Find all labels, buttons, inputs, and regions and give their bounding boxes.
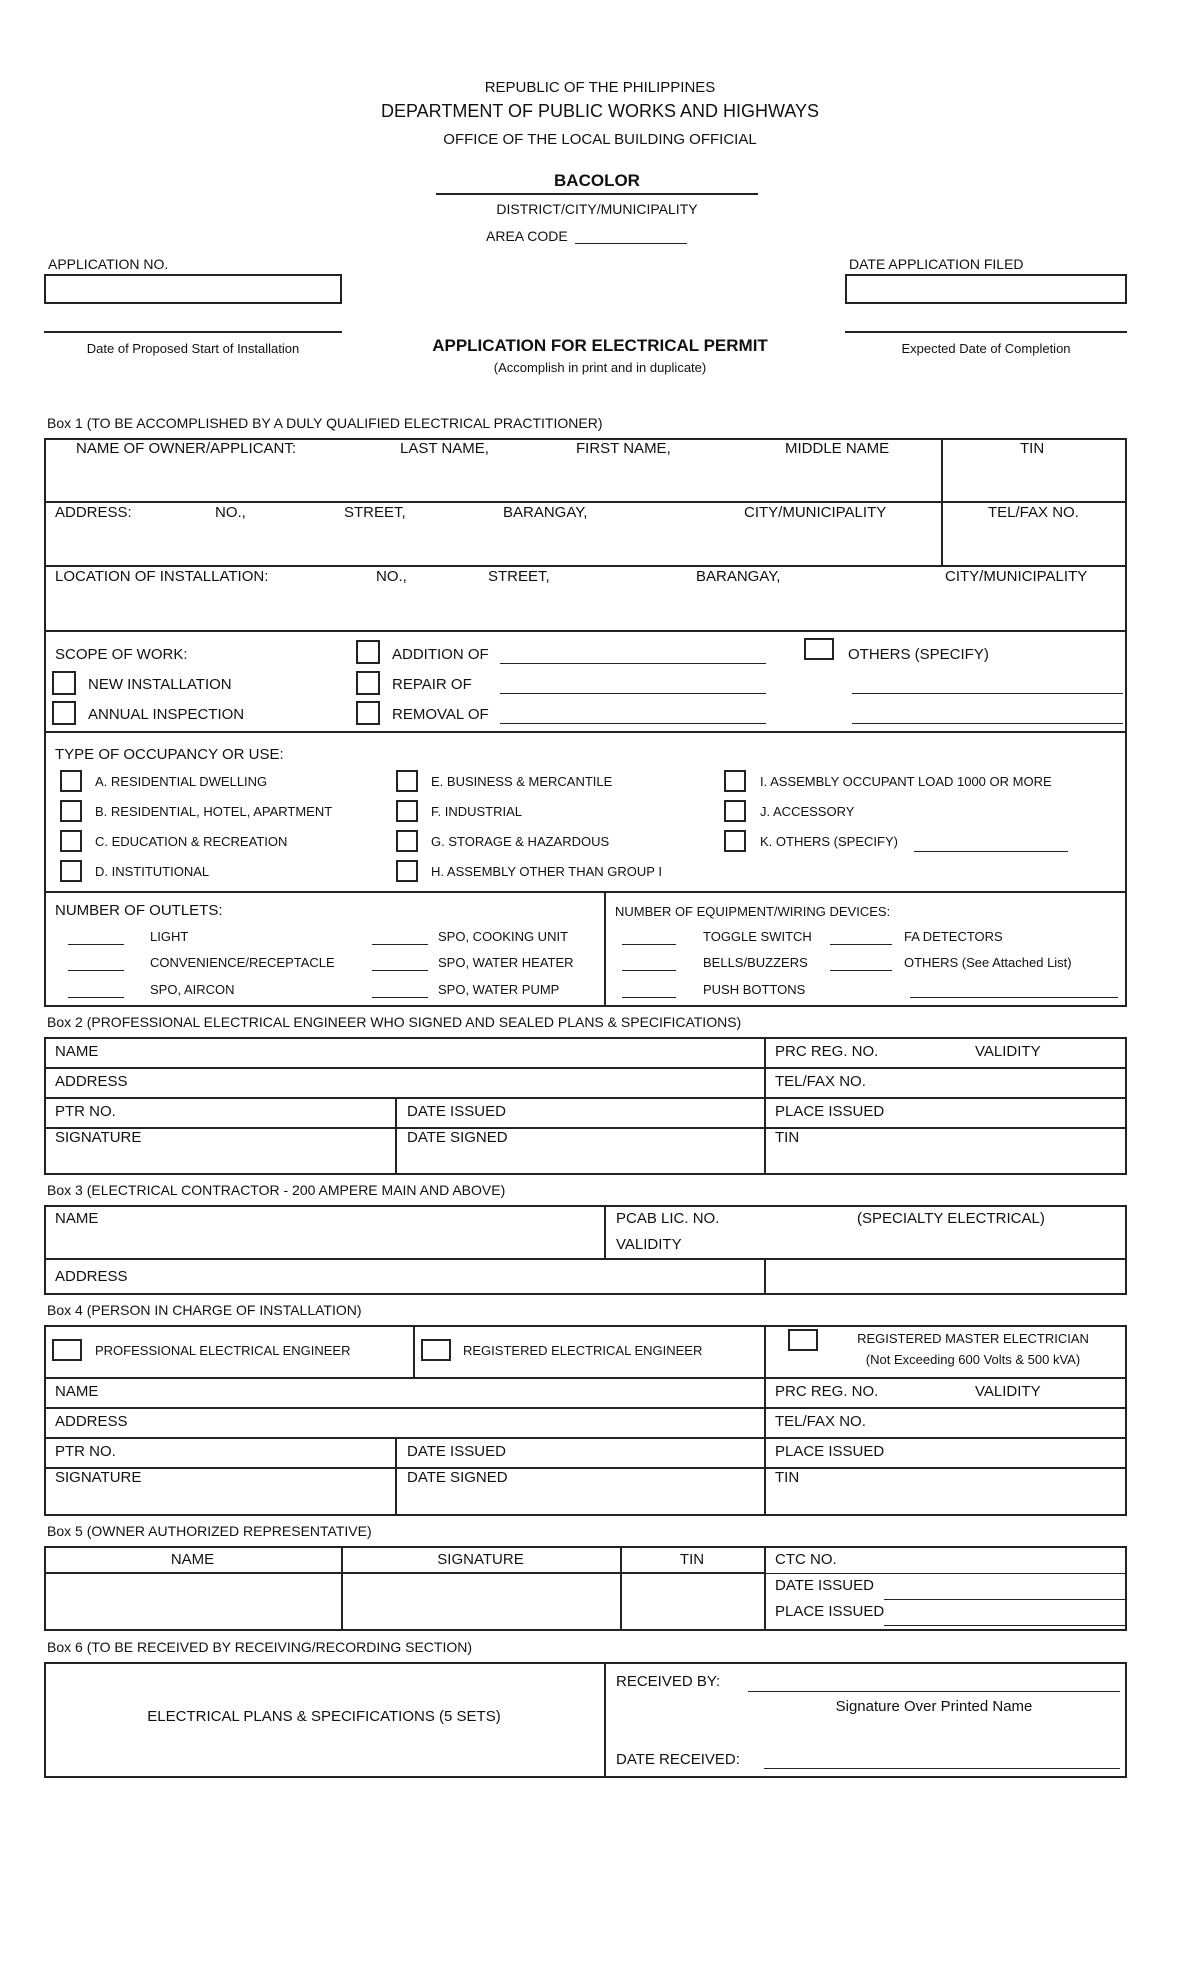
occupancy-g-label: G. STORAGE & HAZARDOUS [431,834,610,849]
box5-signature-label: SIGNATURE [437,1551,524,1568]
occupancy-f-checkbox[interactable] [396,800,418,822]
pee-checkbox[interactable] [52,1339,82,1361]
start-date-field[interactable] [44,331,342,333]
box4-ptr-label: PTR NO. [55,1443,116,1460]
bells-count-field[interactable] [622,970,676,971]
tel-fax-field[interactable] [947,526,1123,562]
location-city-label: CITY/MUNICIPALITY [945,568,1088,585]
office-heading: OFFICE OF THE LOCAL BUILDING OFFICIAL [443,131,757,148]
others-list-label: OTHERS (See Attached List) [904,955,1072,970]
box6-title: Box 6 (TO BE RECEIVED BY RECEIVING/RECORDING SECTION) [47,1639,473,1655]
occupancy-k-field[interactable] [914,851,1068,852]
box2-address-label: ADDRESS [55,1073,128,1090]
location-street-label: STREET, [488,568,550,585]
box5-name-label: NAME [170,1551,215,1568]
occupancy-g-checkbox[interactable] [396,830,418,852]
occupancy-j-checkbox[interactable] [724,800,746,822]
rme-label: REGISTERED MASTER ELECTRICIAN [857,1331,1089,1346]
repair-of-checkbox[interactable] [356,671,380,695]
occupancy-k-label: K. OTHERS (SPECIFY) [760,834,898,849]
area-code-label: AREA CODE [486,228,568,244]
municipality-name: BACOLOR [554,171,640,190]
application-no-label: APPLICATION NO. [48,256,169,272]
box4-name-label: NAME [55,1383,99,1400]
push-buttons-label: PUSH BOTTONS [703,982,806,997]
box5-date-issued-field[interactable] [884,1599,1127,1600]
municipality-caption: DISTRICT/CITY/MUNICIPALITY [496,201,698,217]
outlets-label: NUMBER OF OUTLETS: [55,902,223,919]
date-received-label: DATE RECEIVED: [616,1751,740,1768]
others-list-field[interactable] [910,997,1118,998]
application-no-field[interactable] [44,274,342,304]
spo-water-pump-label: SPO, WATER PUMP [438,982,560,997]
box3-validity-label: VALIDITY [616,1236,682,1253]
removal-of-field[interactable] [500,723,766,724]
ree-checkbox[interactable] [421,1339,451,1361]
location-field[interactable] [50,590,1120,626]
spo-aircon-count-field[interactable] [68,997,124,998]
spo-aircon-label: SPO, AIRCON [150,982,235,997]
repair-of-label: REPAIR OF [392,676,472,693]
others-specify-field-2[interactable] [852,723,1123,724]
convenience-label: CONVENIENCE/RECEPTACLE [150,955,335,970]
address-street-label: STREET, [344,504,406,521]
box4-date-signed-label: DATE SIGNED [407,1469,508,1486]
removal-of-label: REMOVAL OF [392,706,489,723]
owner-first-name-label: FIRST NAME, [576,440,671,457]
owner-tin-label: TIN [1020,440,1045,457]
plans-label: ELECTRICAL PLANS & SPECIFICATIONS (5 SETS) [147,1708,501,1725]
box4-prc-label: PRC REG. NO. [775,1383,879,1400]
occupancy-label: TYPE OF OCCUPANCY OR USE: [55,746,284,763]
spo-water-pump-count-field[interactable] [372,997,428,998]
location-barangay-label: BARANGAY, [696,568,781,585]
pee-label: PROFESSIONAL ELECTRICAL ENGINEER [95,1343,351,1358]
occupancy-c-checkbox[interactable] [60,830,82,852]
addition-of-field[interactable] [500,663,766,664]
completion-date-field[interactable] [845,331,1127,333]
box5-place-issued-label: PLACE ISSUED [775,1603,885,1620]
box5-tin-label: TIN [679,1551,705,1568]
owner-middle-name-label: MIDDLE NAME [785,440,890,457]
occupancy-i-checkbox[interactable] [724,770,746,792]
repair-of-field[interactable] [500,693,766,694]
addition-of-checkbox[interactable] [356,640,380,664]
bells-label: BELLS/BUZZERS [703,955,808,970]
new-installation-label: NEW INSTALLATION [88,676,232,693]
received-by-label: RECEIVED BY: [616,1673,721,1690]
box2-signature-label: SIGNATURE [55,1129,142,1146]
box4-validity-label: VALIDITY [975,1383,1041,1400]
addition-of-label: ADDITION OF [392,646,489,663]
occupancy-d-checkbox[interactable] [60,860,82,882]
box2-ptr-label: PTR NO. [55,1103,116,1120]
occupancy-c-label: C. EDUCATION & RECREATION [95,834,288,849]
light-label: LIGHT [150,929,189,944]
location-no-label: NO., [376,568,407,585]
signature-caption: Signature Over Printed Name [835,1698,1033,1715]
date-filed-field[interactable] [845,274,1127,304]
annual-inspection-checkbox[interactable] [52,701,76,725]
box4-title: Box 4 (PERSON IN CHARGE OF INSTALLATION) [47,1302,362,1318]
form-subtitle: (Accomplish in print and in duplicate) [493,360,707,375]
spo-cooking-label: SPO, COOKING UNIT [438,929,569,944]
others-specify-field-1[interactable] [852,693,1123,694]
box2-title: Box 2 (PROFESSIONAL ELECTRICAL ENGINEER WHO SIGNED AND SEALED PLANS & SPECIFICATIONS) [47,1014,742,1030]
others-list-count-field[interactable] [830,970,892,971]
occupancy-d-label: D. INSTITUTIONAL [95,864,210,879]
box3-title: Box 3 (ELECTRICAL CONTRACTOR - 200 AMPERE MAIN AND ABOVE) [47,1182,506,1198]
area-code-field[interactable] [575,243,687,244]
equipment-label: NUMBER OF EQUIPMENT/WIRING DEVICES: [615,904,891,919]
box4-tel-label: TEL/FAX NO. [775,1413,866,1430]
location-label: LOCATION OF INSTALLATION: [55,568,269,585]
address-tel-label: TEL/FAX NO. [988,504,1079,521]
rme-note: (Not Exceeding 600 Volts & 500 kVA) [865,1352,1081,1367]
occupancy-f-label: F. INDUSTRIAL [431,804,523,819]
box4-address-label: ADDRESS [55,1413,128,1430]
convenience-count-field[interactable] [68,970,124,971]
box5-ctc-label: CTC NO. [775,1551,837,1568]
box2-place-issued-label: PLACE ISSUED [775,1103,885,1120]
date-filed-label: DATE APPLICATION FILED [849,256,1024,272]
spo-water-heater-count-field[interactable] [372,970,428,971]
address-barangay-label: BARANGAY, [503,504,588,521]
box2-date-issued-label: DATE ISSUED [407,1103,506,1120]
occupancy-h-checkbox[interactable] [396,860,418,882]
address-no-label: NO., [215,504,246,521]
received-by-field[interactable] [748,1691,1120,1692]
box2-validity-label: VALIDITY [975,1043,1041,1060]
start-date-label: Date of Proposed Start of Installation [86,341,300,356]
box2-name-label: NAME [55,1043,99,1060]
occupancy-j-label: J. ACCESSORY [760,804,855,819]
box3-specialty-label: (SPECIALTY ELECTRICAL) [857,1210,1045,1227]
box5-date-issued-label: DATE ISSUED [775,1577,874,1594]
box4-signature-label: SIGNATURE [55,1469,142,1486]
occupancy-b-label: B. RESIDENTIAL, HOTEL, APARTMENT [95,804,333,819]
new-installation-checkbox[interactable] [52,671,76,695]
completion-date-label: Expected Date of Completion [901,341,1071,356]
owner-name-label: NAME OF OWNER/APPLICANT: [76,440,297,457]
address-city-label: CITY/MUNICIPALITY [744,504,887,521]
removal-of-checkbox[interactable] [356,701,380,725]
occupancy-a-label: A. RESIDENTIAL DWELLING [95,774,268,789]
box4-place-issued-label: PLACE ISSUED [775,1443,885,1460]
ree-label: REGISTERED ELECTRICAL ENGINEER [463,1343,703,1358]
box2-tel-label: TEL/FAX NO. [775,1073,866,1090]
box1-title: Box 1 (TO BE ACCOMPLISHED BY A DULY QUALIFIED ELECTRICAL PRACTITIONER) [47,415,603,431]
box2-tin-label: TIN [775,1129,800,1146]
toggle-switch-count-field[interactable] [622,944,676,945]
owner-tin-field[interactable] [947,462,1123,498]
fa-detectors-label: FA DETECTORS [904,929,1003,944]
box3-address-label: ADDRESS [55,1268,128,1285]
occupancy-e-checkbox[interactable] [396,770,418,792]
box4-date-issued-label: DATE ISSUED [407,1443,506,1460]
rme-checkbox[interactable] [788,1329,818,1351]
department-heading: DEPARTMENT OF PUBLIC WORKS AND HIGHWAYS [380,101,820,121]
date-received-field[interactable] [764,1768,1120,1769]
toggle-switch-label: TOGGLE SWITCH [703,929,812,944]
republic-heading: REPUBLIC OF THE PHILIPPINES [484,79,716,96]
box3-pcab-label: PCAB LIC. NO. [616,1210,720,1227]
owner-name-field[interactable] [50,462,935,498]
annual-inspection-label: ANNUAL INSPECTION [88,706,245,723]
spo-water-heater-label: SPO, WATER HEATER [438,955,574,970]
others-specify-checkbox[interactable] [804,638,834,660]
form-title: APPLICATION FOR ELECTRICAL PERMIT [432,336,768,355]
box2-frame [44,1037,1127,1175]
box5-place-issued-field[interactable] [884,1625,1127,1626]
municipality-underline [436,193,758,195]
address-field[interactable] [50,526,935,562]
address-label: ADDRESS: [55,504,132,521]
scope-of-work-label: SCOPE OF WORK: [55,646,188,663]
owner-last-name-label: LAST NAME, [400,440,489,457]
push-buttons-count-field[interactable] [622,997,676,998]
spo-cooking-count-field[interactable] [372,944,428,945]
box3-name-label: NAME [55,1210,99,1227]
occupancy-h-label: H. ASSEMBLY OTHER THAN GROUP I [431,864,662,879]
occupancy-b-checkbox[interactable] [60,800,82,822]
occupancy-a-checkbox[interactable] [60,770,82,792]
box5-title: Box 5 (OWNER AUTHORIZED REPRESENTATIVE) [47,1523,372,1539]
occupancy-i-label: I. ASSEMBLY OCCUPANT LOAD 1000 OR MORE [760,774,1052,789]
fa-detectors-count-field[interactable] [830,944,892,945]
occupancy-k-checkbox[interactable] [724,830,746,852]
others-specify-label: OTHERS (SPECIFY) [848,646,989,663]
box2-date-signed-label: DATE SIGNED [407,1129,508,1146]
box4-tin-label: TIN [775,1469,800,1486]
box2-prc-label: PRC REG. NO. [775,1043,879,1060]
light-count-field[interactable] [68,944,124,945]
occupancy-e-label: E. BUSINESS & MERCANTILE [431,774,613,789]
